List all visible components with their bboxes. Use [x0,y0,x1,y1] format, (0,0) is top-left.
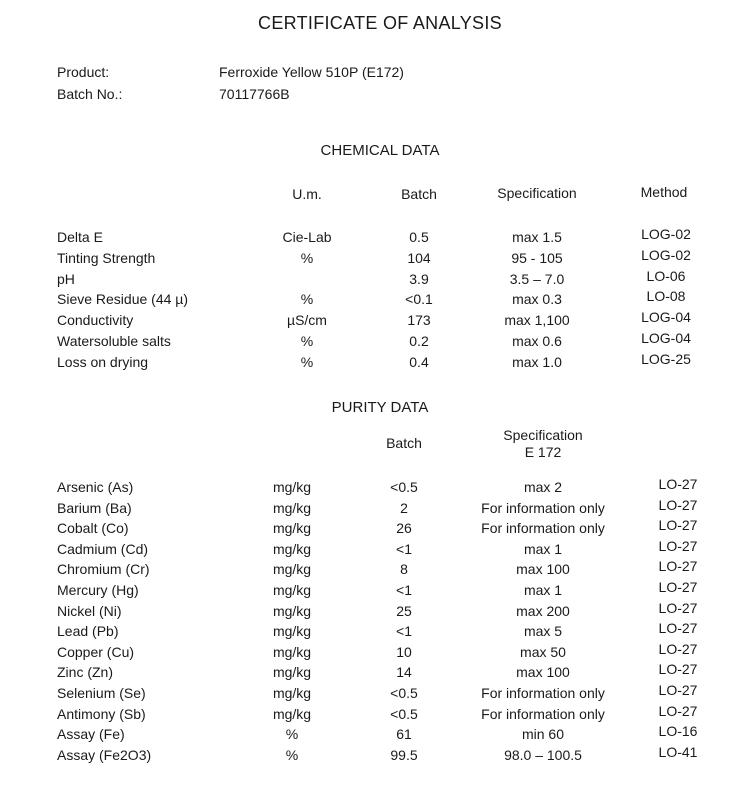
purity-row-name: Assay (Fe) [57,726,125,743]
chemical-row-name: Watersoluble salts [57,333,171,349]
purity-row-method: LO-27 [658,682,698,698]
purity-row-method: LO-27 [658,661,698,678]
purity-row-name: Assay (Fe2O3) [57,746,152,763]
purity-row-batch-value: <1 [396,540,412,557]
purity-row-unit: mg/kg [272,664,312,681]
purity-row-batch-value: 14 [396,664,412,681]
chemical-row-batch-value: 3.9 [409,270,429,287]
chemical-row-batch-value: <0.1 [405,291,433,308]
purity-row-specification: For information only [481,520,605,537]
purity-row-unit: % [285,726,299,743]
purity-row-batch-value: <0.5 [390,705,418,722]
purity-row-name: Copper (Cu) [57,643,135,660]
purity-row-specification: max 5 [523,623,563,640]
purity-header-specification: Specification [503,427,583,443]
chemical-row-unit: µS/cm [287,312,327,329]
purity-row-name: Lead (Pb) [57,623,119,640]
purity-row-name: Selenium (Se) [57,685,146,701]
purity-row-unit: mg/kg [272,685,312,701]
chemical-header-batch: Batch [401,186,437,202]
purity-row-unit: mg/kg [272,561,312,578]
purity-row-method: LO-27 [658,537,698,554]
chemical-header-um: U.m. [292,186,322,202]
chemical-row-specification: max 1,100 [504,312,570,329]
chemical-row-batch-value: 173 [407,312,431,329]
purity-row-batch-value: 61 [396,726,412,743]
chemical-row-name: Loss on drying [57,353,149,370]
chemical-row-method: LOG-02 [641,246,691,263]
purity-row-method: LO-27 [658,579,698,595]
chemical-row-method: LO-08 [646,288,686,305]
chemical-header-method: Method [640,184,688,200]
chemical-row-specification: max 1.0 [512,353,562,370]
purity-row-unit: mg/kg [272,540,312,557]
purity-row-specification: For information only [481,685,605,701]
purity-header-standard: E 172 [524,444,562,460]
purity-row-batch-value: 8 [400,561,408,578]
purity-row-batch-value: <0.5 [390,479,418,495]
chemical-row-name: Sieve Residue (44 µ) [57,291,189,308]
purity-row-batch-value: 25 [396,602,412,619]
chemical-row-method: LOG-04 [641,330,691,346]
chemical-row-unit: % [300,249,314,266]
purity-row-name: Antimony (Sb) [57,705,146,722]
purity-row-name: Cobalt (Co) [57,520,129,537]
purity-row-name: Nickel (Ni) [57,602,122,619]
purity-row-name: Zinc (Zn) [57,664,113,681]
purity-row-method: LO-27 [658,599,698,616]
purity-row-name: Cadmium (Cd) [57,540,149,557]
purity-row-unit: mg/kg [272,623,312,640]
purity-row-method: LO-27 [658,558,698,575]
chemical-header-specification: Specification [497,185,577,201]
chemical-row-name: pH [57,270,75,287]
purity-row-unit: mg/kg [272,602,312,619]
purity-row-batch-value: 10 [396,643,412,660]
purity-row-specification: max 1 [523,582,563,598]
chemical-row-method: LOG-04 [641,309,691,326]
chemical-row-specification: max 1.5 [512,229,562,245]
purity-row-name: Chromium (Cr) [57,561,150,578]
purity-row-method: LO-27 [658,517,698,534]
purity-row-method: LO-27 [658,702,698,719]
purity-row-unit: % [285,746,299,763]
chemical-row-specification: max 0.3 [512,291,562,308]
purity-row-batch-value: 99.5 [390,746,418,763]
purity-row-specification: For information only [481,705,605,722]
chemical-row-method: LOG-02 [641,226,691,242]
purity-row-unit: mg/kg [272,520,312,537]
document-title: CERTIFICATE OF ANALYSIS [258,13,502,33]
chemical-row-name: Delta E [57,229,103,245]
chemical-row-name: Conductivity [57,312,134,329]
purity-row-specification: max 200 [516,602,570,619]
purity-row-batch-value: 26 [396,520,412,537]
chemical-row-batch-value: 0.5 [409,229,429,245]
purity-row-specification: max 50 [520,643,566,660]
purity-row-specification: max 100 [516,561,570,578]
purity-row-specification: For information only [481,499,605,516]
purity-row-method: LO-27 [658,640,698,657]
chemical-row-batch-value: 0.4 [409,353,429,370]
purity-row-method: LO-27 [658,620,698,637]
purity-row-method: LO-41 [658,743,698,760]
purity-data-title: PURITY DATA [331,399,429,416]
purity-row-batch-value: <1 [396,582,412,598]
purity-row-name: Arsenic (As) [57,479,134,495]
product-value: Ferroxide Yellow 510P (E172) [219,64,404,80]
chemical-row-unit: % [300,291,314,308]
purity-row-specification: max 100 [516,664,570,681]
chemical-row-unit: % [300,333,314,349]
batch-number-value: 70117766B [219,86,290,102]
purity-row-batch-value: 2 [400,499,408,516]
purity-row-name: Barium (Ba) [57,499,132,516]
chemical-data-title: CHEMICAL DATA [320,142,440,159]
purity-row-unit: mg/kg [272,643,312,660]
purity-row-method: LO-27 [658,476,698,492]
chemical-row-unit: % [300,353,314,370]
chemical-row-specification: 3.5 – 7.0 [509,270,565,287]
chemical-row-method: LOG-25 [641,350,691,367]
chemical-row-batch-value: 0.2 [409,333,429,349]
purity-row-unit: mg/kg [272,582,312,598]
product-label: Product: [57,64,110,80]
purity-row-unit: mg/kg [272,499,312,516]
purity-row-batch-value: <0.5 [390,685,418,701]
purity-row-method: LO-27 [658,496,698,513]
chemical-row-name: Tinting Strength [57,249,156,266]
purity-row-specification: max 1 [523,540,563,557]
purity-row-name: Mercury (Hg) [57,582,139,598]
chemical-row-specification: 95 - 105 [511,249,563,266]
purity-row-specification: max 2 [523,479,563,495]
batch-number-label: Batch No.: [57,86,123,102]
purity-row-unit: mg/kg [272,479,312,495]
purity-row-method: LO-16 [658,723,698,740]
purity-row-specification: 98.0 – 100.5 [504,746,582,763]
chemical-row-method: LO-06 [646,267,686,284]
purity-header-batch: Batch [386,435,422,451]
purity-row-specification: min 60 [521,726,565,743]
chemical-row-specification: max 0.6 [512,333,562,349]
chemical-row-unit: Cie-Lab [282,229,332,245]
chemical-row-batch-value: 104 [407,249,431,266]
purity-row-batch-value: <1 [396,623,412,640]
purity-row-unit: mg/kg [272,705,312,722]
